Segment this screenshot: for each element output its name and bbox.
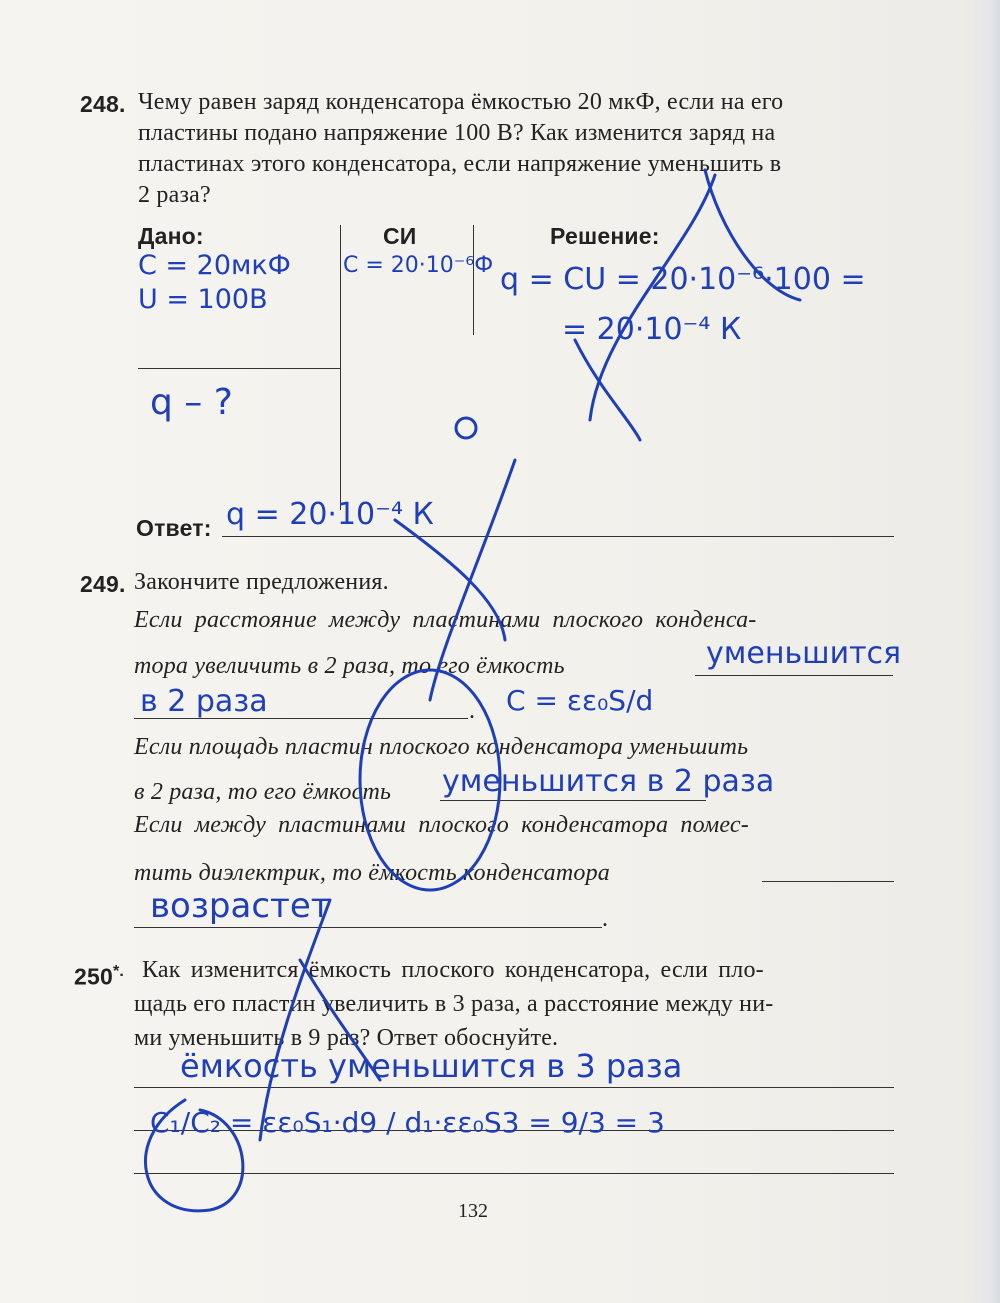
sentence-3-line-1: Если между пластинами плоского конденсатора помес-: [134, 812, 749, 838]
scribble-stroke-2: [590, 175, 715, 420]
answer-label: Ответ:: [136, 515, 212, 541]
page-number: 132: [458, 1200, 488, 1222]
handwritten-answer-1b: в 2 раза: [140, 684, 268, 719]
handwritten-250-answer: ёмкость уменьшится в 3 раза: [180, 1047, 683, 1085]
given-label: Дано:: [138, 223, 204, 249]
problem-249-title: Закончите предложения.: [134, 569, 389, 595]
handwritten-find-q: q – ?: [150, 382, 233, 423]
sentence-2-line-2: в 2 раза, то его ёмкость: [134, 779, 392, 805]
problem-248-line-2: пластины подано напряжение 100 В? Как изменится заряд на: [138, 120, 776, 146]
problem-248-line-3: пластинах этого конденсатора, если напряжение уменьшить в: [138, 151, 782, 177]
blank-1a: [695, 675, 893, 676]
handwritten-solution-2: = 20·10⁻⁴ К: [562, 312, 742, 347]
sentence-2-line-1: Если площадь пластин плоского конденсатора уменьшить: [134, 734, 749, 760]
problem-249-number: 249.: [80, 571, 126, 597]
blank-1-period: .: [469, 698, 476, 724]
page-edge-shadow: [964, 0, 1000, 1303]
handwritten-formula: C = εε₀S/d: [506, 684, 654, 717]
answer-line: [222, 536, 894, 537]
blank-2: [440, 800, 706, 801]
scribble-dot: [456, 418, 476, 438]
solution-label: Решение:: [550, 223, 660, 249]
blank-3b: [134, 927, 602, 928]
handwritten-answer-3: возрастет: [150, 886, 331, 926]
handwritten-solution-1: q = CU = 20·10⁻⁶·100 =: [500, 262, 866, 297]
problem-250-number: 250*.: [74, 963, 125, 990]
scribble-stroke-3: [575, 340, 640, 440]
handwritten-250-derivation: C₁/C₂ = εε₀S₁·d9 / d₁·εε₀S3 = 9/3 = 3: [150, 1106, 665, 1139]
si-label: СИ: [383, 223, 417, 249]
handwritten-answer-1: уменьшится: [706, 636, 902, 671]
problem-248-line-4: 2 раза?: [138, 182, 211, 208]
writing-line-1: [134, 1087, 894, 1088]
problem-248-number: 248.: [80, 91, 126, 117]
sentence-3-line-2: тить диэлектрик, то ёмкость конденсатора: [134, 860, 610, 886]
sentence-1-line-2: тора увеличить в 2 раза, то его ёмкость: [134, 653, 565, 679]
handwritten-si-value: C = 20·10⁻⁶Ф: [343, 253, 494, 278]
handwritten-given-c: C = 20мкФ: [138, 250, 291, 281]
problem-250-line-3: ми уменьшить в 9 раз? Ответ обоснуйте.: [134, 1025, 559, 1051]
handwritten-given-u: U = 100B: [138, 284, 268, 315]
writing-line-3: [134, 1173, 894, 1174]
table-divider-si: [473, 225, 474, 335]
given-find-separator: [138, 368, 341, 369]
problem-248-line-1: Чему равен заряд конденсатора ёмкостью 20 мкФ, если на его: [138, 89, 784, 115]
handwritten-answer-2: уменьшится в 2 раза: [442, 764, 775, 799]
problem-250-line-2: щадь его пластин увеличить в 3 раза, а расстояние между ни-: [134, 991, 774, 1017]
sentence-1-line-1: Если расстояние между пластинами плоского конденса-: [134, 607, 757, 633]
blank-3a: [762, 881, 894, 882]
blank-3-period: .: [602, 906, 609, 932]
handwritten-answer: q = 20·10⁻⁴ К: [226, 497, 434, 532]
problem-250-line-1: Как изменится ёмкость плоского конденсатора, если пло-: [142, 957, 764, 983]
